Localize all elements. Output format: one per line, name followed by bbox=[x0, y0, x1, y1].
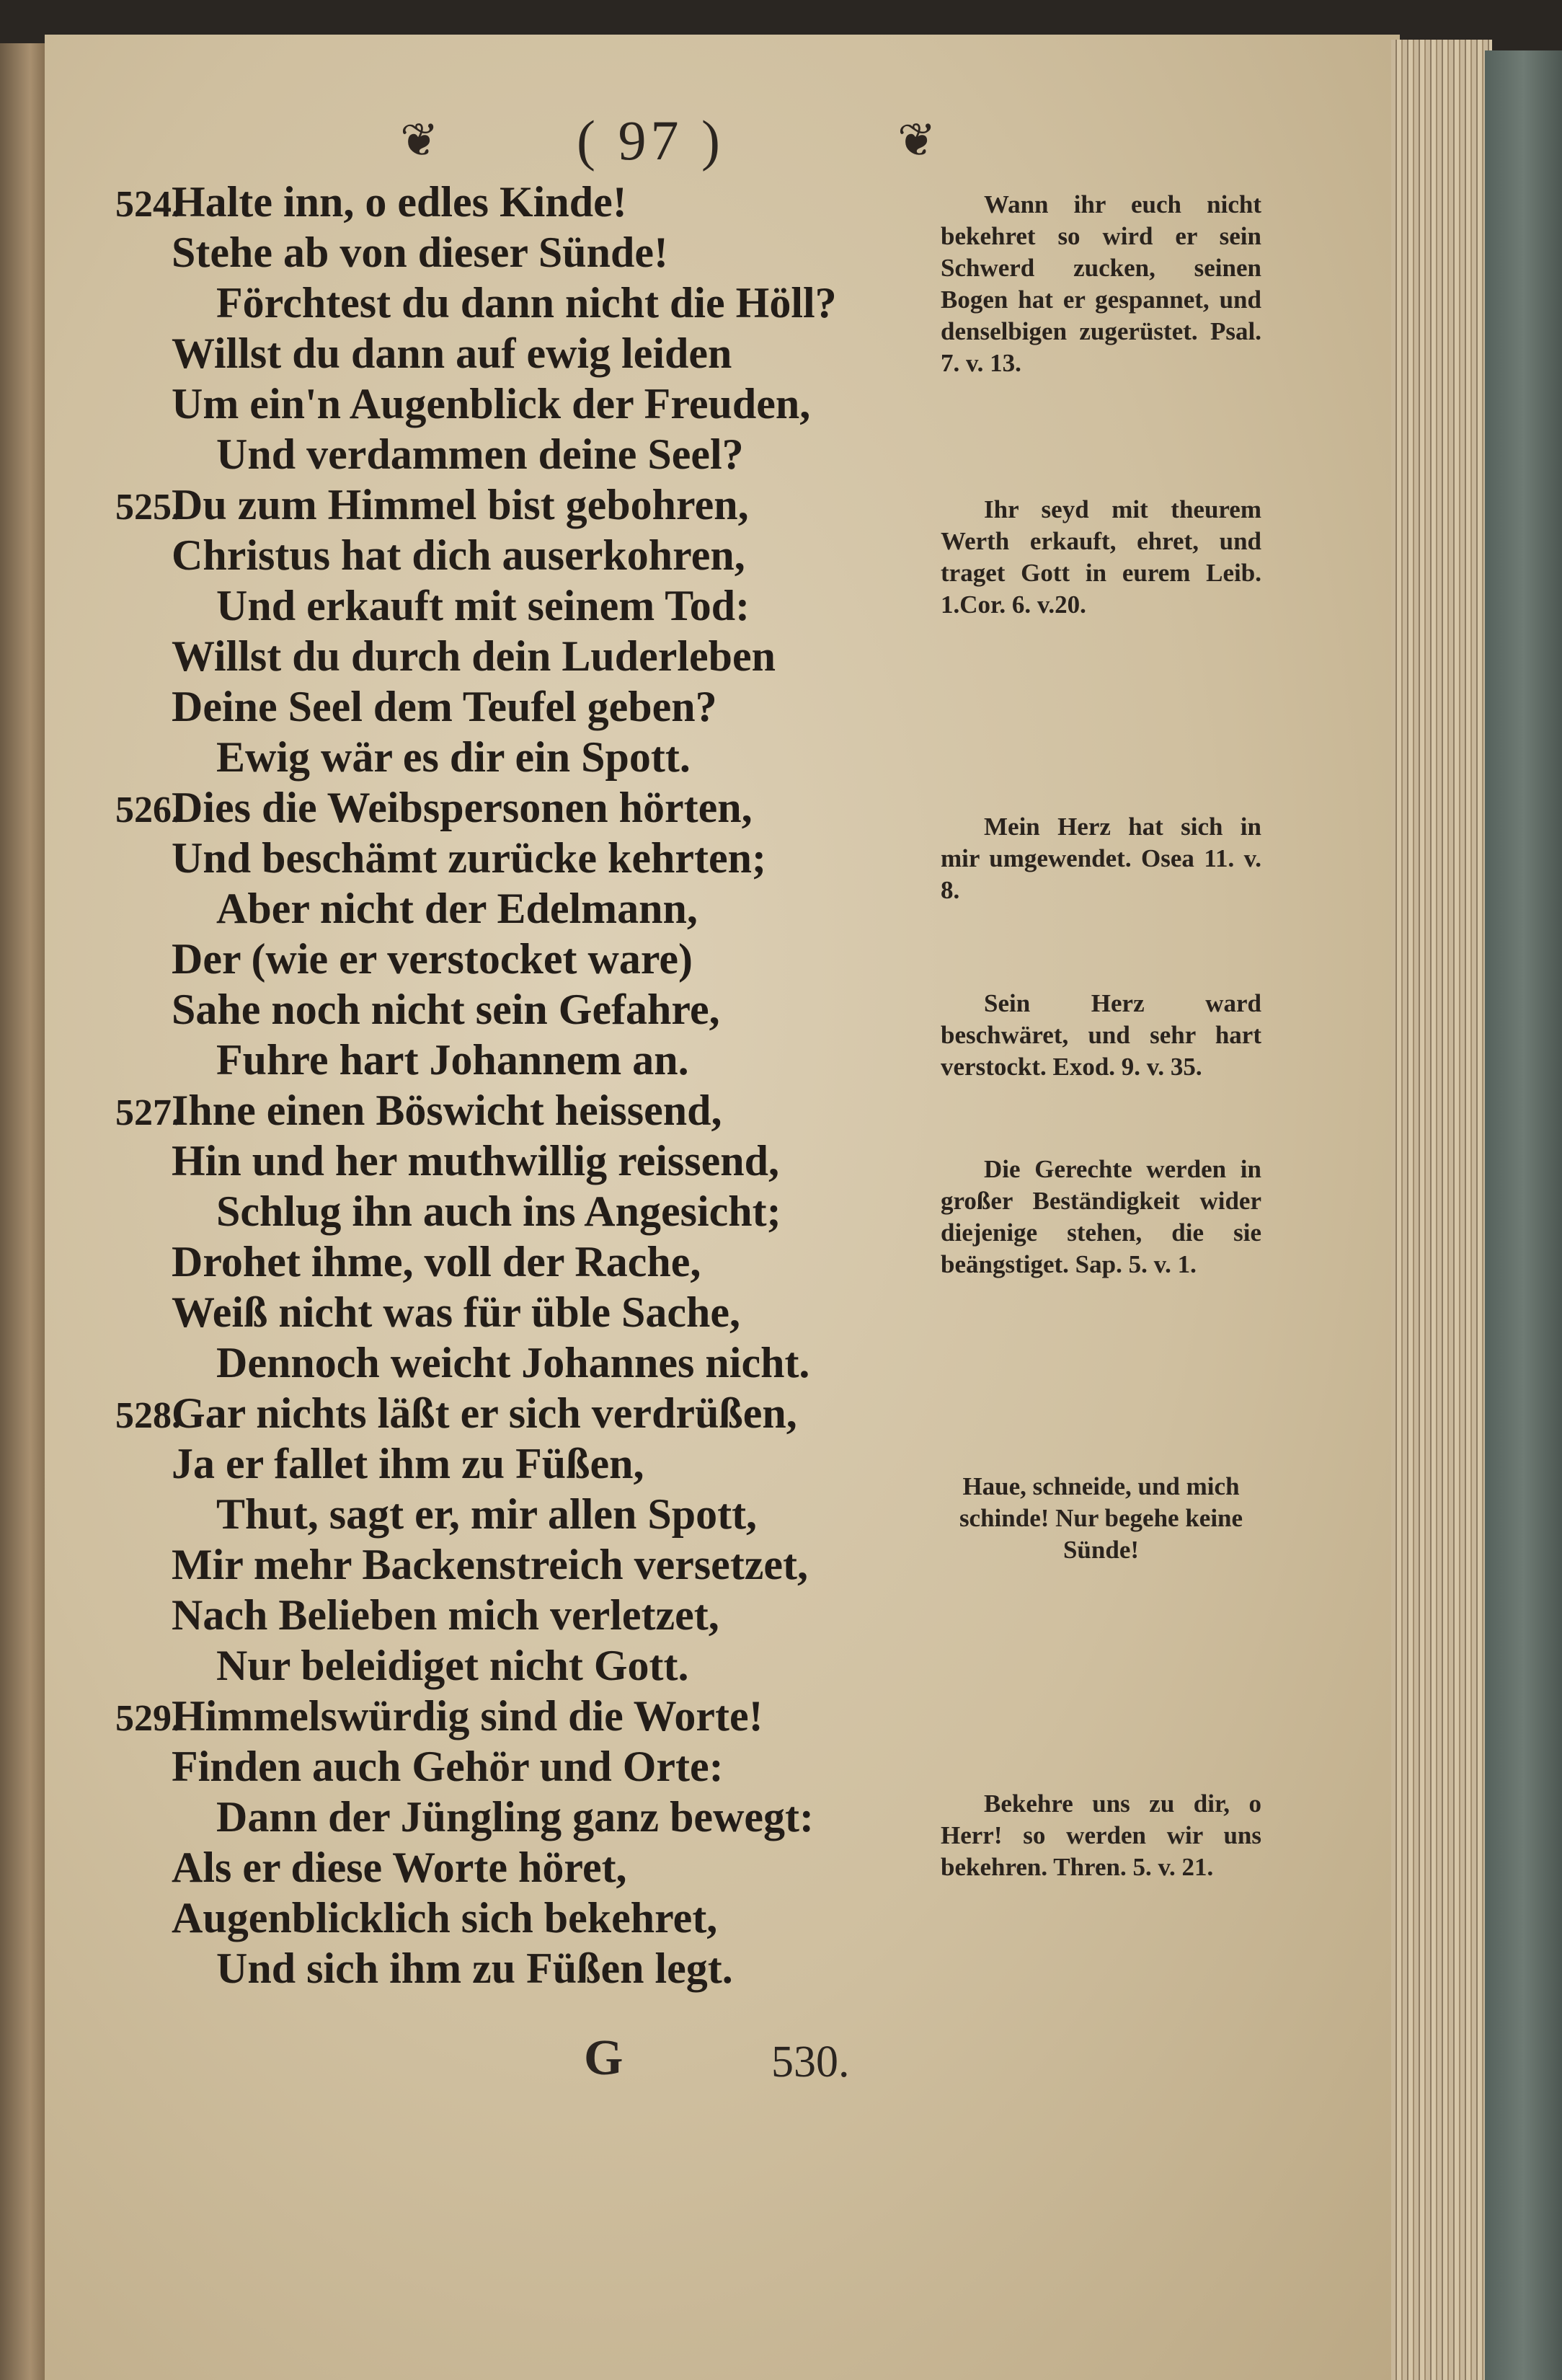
verse-line bbox=[115, 429, 923, 479]
verse-text: Drohet ihme, voll der Rache, bbox=[172, 1238, 701, 1286]
marginal-note: Bekehre uns zu dir, o Herr! so werden wir uns bekehren. Thren. 5. v. 21. bbox=[941, 1790, 1261, 1881]
verse-line bbox=[115, 1237, 923, 1287]
marginal-note: Sein Herz ward beschwäret, und sehr hart verstockt. Exod. 9. v. 35. bbox=[941, 989, 1261, 1081]
verse-number: 525. bbox=[115, 487, 181, 528]
verse-line bbox=[115, 833, 923, 883]
verse-text: Willst du dann auf ewig leiden bbox=[172, 329, 732, 377]
verse-text: Nach Belieben mich verletzet, bbox=[172, 1591, 719, 1639]
flower-ornament-icon: ❦ bbox=[897, 114, 936, 167]
left-page-edge bbox=[0, 43, 50, 2380]
verse-text: Um ein'n Augenblick der Freuden, bbox=[172, 380, 811, 428]
verse-text: Halte inn, o edles Kinde! bbox=[172, 178, 627, 226]
book-cover bbox=[1485, 50, 1562, 2380]
verse-line bbox=[115, 580, 923, 631]
verse-line bbox=[115, 1085, 923, 1136]
verse-line bbox=[115, 227, 923, 278]
catchword: 530. bbox=[771, 2038, 850, 2087]
verse-line bbox=[115, 1438, 923, 1489]
verse-text: Thut, sagt er, mir allen Spott, bbox=[216, 1490, 758, 1538]
verse-line bbox=[115, 1842, 923, 1893]
verse-text: Dies die Weibspersonen hörten, bbox=[172, 784, 753, 831]
verse-text: Christus hat dich auserkohren, bbox=[172, 531, 745, 579]
verse-line bbox=[115, 934, 923, 984]
verse-line bbox=[115, 1792, 923, 1842]
marginal-note: Mein Herz hat sich in mir umgewendet. Osea 11. v. 8. bbox=[941, 813, 1261, 904]
verse-line bbox=[115, 1590, 923, 1640]
marginal-note: Ihr seyd mit theurem Werth erkauft, ehret, und traget Gott in eurem Leib. 1.Cor. 6. v.20. bbox=[941, 495, 1261, 619]
verse-text: Deine Seel dem Teufel geben? bbox=[172, 683, 717, 730]
verse-text: Mir mehr Backenstreich versetzet, bbox=[172, 1541, 809, 1588]
verse-line bbox=[115, 883, 923, 934]
marginal-note: Wann ihr euch nicht bekehret so wird er sein Schwerd zucken, seinen Bogen hat er gespannet, und denselbigen zugerüstet. Psal. 7. v. 13. bbox=[941, 190, 1261, 377]
verse-text: Du zum Himmel bist gebohren, bbox=[172, 481, 749, 528]
verse-text: Himmelswürdig sind die Worte! bbox=[172, 1692, 763, 1740]
verse-text: Hin und her muthwillig reissend, bbox=[172, 1137, 779, 1185]
verse-line bbox=[115, 1741, 923, 1792]
verse-line bbox=[115, 479, 923, 530]
verse-text: Ihne einen Böswicht heissend, bbox=[172, 1087, 722, 1134]
verse-text: Augenblicklich sich bekehret, bbox=[172, 1894, 718, 1942]
verse-line bbox=[115, 1287, 923, 1337]
verse-text: Ewig wär es dir ein Spott. bbox=[216, 733, 691, 781]
verse-line bbox=[115, 1136, 923, 1186]
verse-line bbox=[115, 984, 923, 1035]
verse-column bbox=[115, 177, 923, 1994]
verse-text: Weiß nicht was für üble Sache, bbox=[172, 1288, 740, 1336]
verse-number: 527. bbox=[115, 1092, 181, 1133]
page-edges bbox=[1391, 40, 1492, 2380]
verse-text: Dann der Jüngling ganz bewegt: bbox=[216, 1793, 814, 1841]
verse-text: Als er diese Worte höret, bbox=[172, 1844, 627, 1891]
flower-ornament-icon: ❦ bbox=[400, 114, 439, 167]
verse-text: Dennoch weicht Johannes nicht. bbox=[216, 1339, 810, 1386]
page-number: ( 97 ) bbox=[577, 109, 724, 172]
verse-line bbox=[115, 177, 923, 227]
marginal-note: Haue, schneide, und mich schinde! Nur begehe keine Sünde! bbox=[959, 1472, 1243, 1564]
verse-line bbox=[115, 782, 923, 833]
verse-line bbox=[115, 1640, 923, 1691]
verse-text: Nur beleidiget nicht Gott. bbox=[216, 1642, 689, 1689]
verse-text: Förchtest du dann nicht die Höll? bbox=[216, 279, 837, 327]
verse-line bbox=[115, 379, 923, 429]
verse-line bbox=[115, 1035, 923, 1085]
page-header bbox=[0, 108, 1391, 180]
verse-text: Und verdammen deine Seel? bbox=[216, 430, 744, 478]
verse-text: Willst du durch dein Luderleben bbox=[172, 632, 776, 680]
verse-number: 526. bbox=[115, 789, 181, 831]
verse-text: Ja er fallet ihm zu Füßen, bbox=[172, 1440, 644, 1487]
verse-line bbox=[115, 278, 923, 328]
verse-line bbox=[115, 681, 923, 732]
verse-text: Und erkauft mit seinem Tod: bbox=[216, 582, 750, 629]
verse-line bbox=[115, 1893, 923, 1943]
verse-text: Und beschämt zurücke kehrten; bbox=[172, 834, 766, 882]
verse-text: Sahe noch nicht sein Gefahre, bbox=[172, 986, 720, 1033]
verse-line bbox=[115, 328, 923, 379]
verse-text: Fuhre hart Johannem an. bbox=[216, 1036, 689, 1084]
verse-text: Aber nicht der Edelmann, bbox=[216, 885, 698, 932]
verse-text: Finden auch Gehör und Orte: bbox=[172, 1743, 724, 1790]
verse-line bbox=[115, 530, 923, 580]
verse-text: Schlug ihn auch ins Angesicht; bbox=[216, 1187, 781, 1235]
verse-line bbox=[115, 732, 923, 782]
verse-line bbox=[115, 631, 923, 681]
verse-text: Der (wie er verstocket ware) bbox=[172, 935, 693, 983]
verse-line bbox=[115, 1337, 923, 1388]
verse-line bbox=[115, 1186, 923, 1237]
verse-line bbox=[115, 1943, 923, 1994]
signature-mark: G bbox=[584, 2030, 624, 2086]
verse-line bbox=[115, 1489, 923, 1539]
verse-text: Stehe ab von dieser Sünde! bbox=[172, 229, 669, 276]
verse-line bbox=[115, 1539, 923, 1590]
marginal-note: Die Gerechte werden in großer Beständigkeit wider diejenige stehen, die sie beängstiget. Sap. 5. v. 1. bbox=[941, 1155, 1261, 1278]
verse-number: 524. bbox=[115, 184, 181, 225]
verse-line bbox=[115, 1691, 923, 1741]
verse-text: Gar nichts läßt er sich verdrüßen, bbox=[172, 1389, 797, 1437]
verse-text: Und sich ihm zu Füßen legt. bbox=[216, 1945, 733, 1992]
verse-number: 529. bbox=[115, 1698, 181, 1739]
verse-line bbox=[115, 1388, 923, 1438]
verse-number: 528. bbox=[115, 1395, 181, 1436]
